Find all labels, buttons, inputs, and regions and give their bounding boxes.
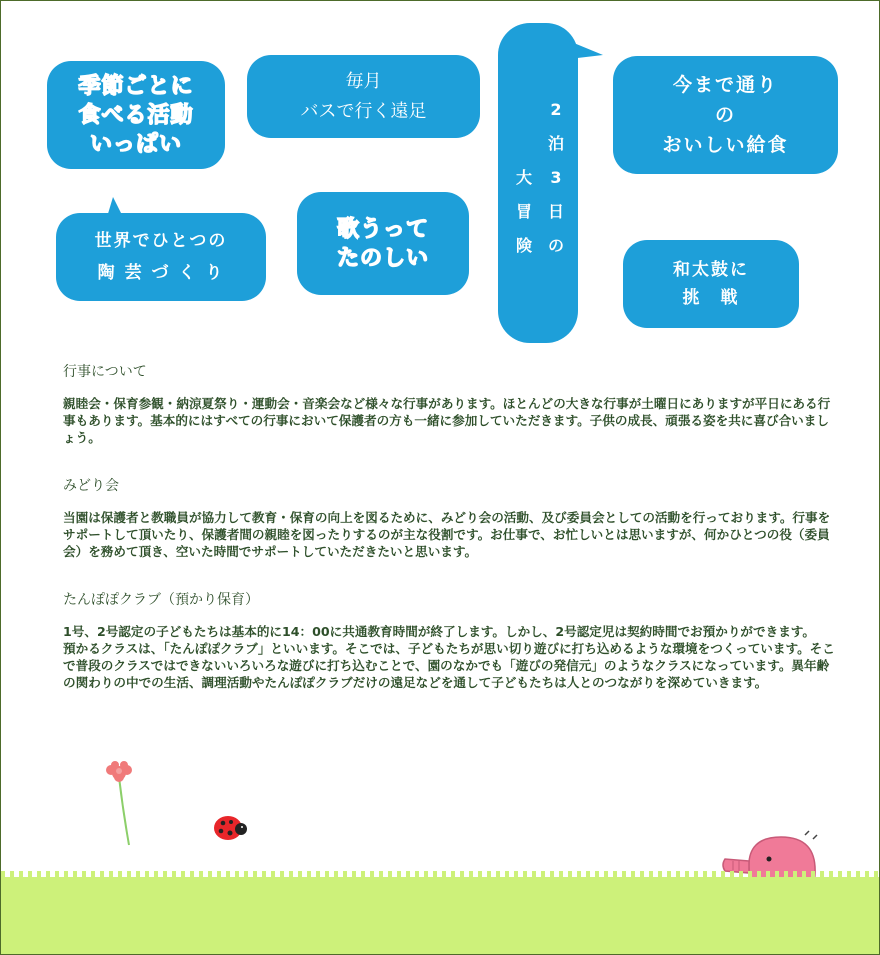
bubble-pottery-line-1: 世界でひとつの [94,231,228,251]
flower-icon [97,761,147,851]
bubble-lunch-line-3: おいしい給食 [662,134,789,156]
bubble-seasonal-line-1: 季節ごとに [78,73,194,99]
bubble-singing [297,192,469,295]
grass-edge [1,871,879,881]
adventure-char: 3 [550,168,562,187]
bubble-seasonal-line-2: 食べる活動 [78,102,194,128]
bubble-seasonal-food [47,61,225,169]
section-tanpopo [63,589,841,691]
section-events [63,361,841,446]
section-events-body: 親睦会・保育参観・納涼夏祭り・運動会・音楽会など様々な行事があります。ほとんどの大きな行事が土曜日にありますが平日にある行事もあります。基本的にはすべての行事において保護者の方も一緒に参加していただきます。子供の成長、頑張る姿を共に喜び合いましょう。 [63,396,831,445]
bubble-monthly-excursion [247,55,480,138]
adventure-char: 日 [547,202,564,221]
adventure-char: 泊 [547,134,564,153]
bubble-excursion-line-1: 毎月 [345,70,382,92]
adventure-char: 2 [550,100,562,119]
bubble-adventure [498,23,578,343]
bubble-lunch-line-1: 今まで通り [672,74,778,96]
bubble-taiko [623,240,799,328]
section-tanpopo-body-2: 預かるクラスは、「たんぽぽクラブ」といいます。そこでは、子どもたちが思い切り遊びに打ち込めるような環境をつくっています。そこで普段のクラスではできないいろいろな遊びに打ち込むことで、園のなかでも「遊びの発信元」のようなクラスになっています。異年齢の関わりの中での生活、調理活動やたんぽぽクラブだけの遠足などを通して子どもたちは人とのつながりを深めていきます。 [63,641,835,690]
bubble-lunch-line-2: の [714,104,736,126]
adventure-char: の [547,236,564,255]
bubble-seasonal-line-3: いっぱい [89,131,182,157]
bubble-pottery-line-2: 陶 芸 づ く り [97,263,225,283]
ladybug-icon [211,813,249,843]
bubble-taiko-line-1: 和太鼓に [673,260,749,280]
bubble-singing-line-1: 歌うって [336,216,429,242]
section-midori-heading: みどり会 [63,478,119,494]
bubble-lunch [613,56,838,174]
adventure-column-1 [548,93,564,263]
bubble-singing-line-2: たのしい [336,245,429,271]
section-midori [63,475,841,560]
section-tanpopo-heading: たんぽぽクラブ（預かり保育） [63,592,259,608]
bubble-excursion-line-2: バスで行く遠足 [300,100,427,122]
adventure-char: 険 [515,236,532,255]
grass-ground [1,877,879,954]
section-midori-body: 当園は保護者と教職員が協力して教育・保育の向上を図るために、みどり会の活動、及び委員会としての活動を行っております。行事をサポートして頂いたり、保護者間の親睦を図ったりするのが主な役割です。お仕事で、お忙しいとは思いますが、何かひとつの役（委員会）を務めて頂き、空いた時間でサポートしていただきたいと思います。 [63,510,831,559]
adventure-bubble-tail [569,33,609,63]
section-tanpopo-body-1: 1号、2号認定の子どもたちは基本的に14：00に共通教育時間が終了します。しかし、2号認定児は契約時間でお預かりができます。 [63,624,815,639]
adventure-column-2 [516,161,532,263]
bubble-taiko-line-2: 挑 戦 [682,288,740,308]
bubble-pottery [56,213,266,301]
adventure-char: 冒 [515,202,532,221]
section-events-heading: 行事について [63,364,147,380]
adventure-char: 大 [515,168,532,187]
